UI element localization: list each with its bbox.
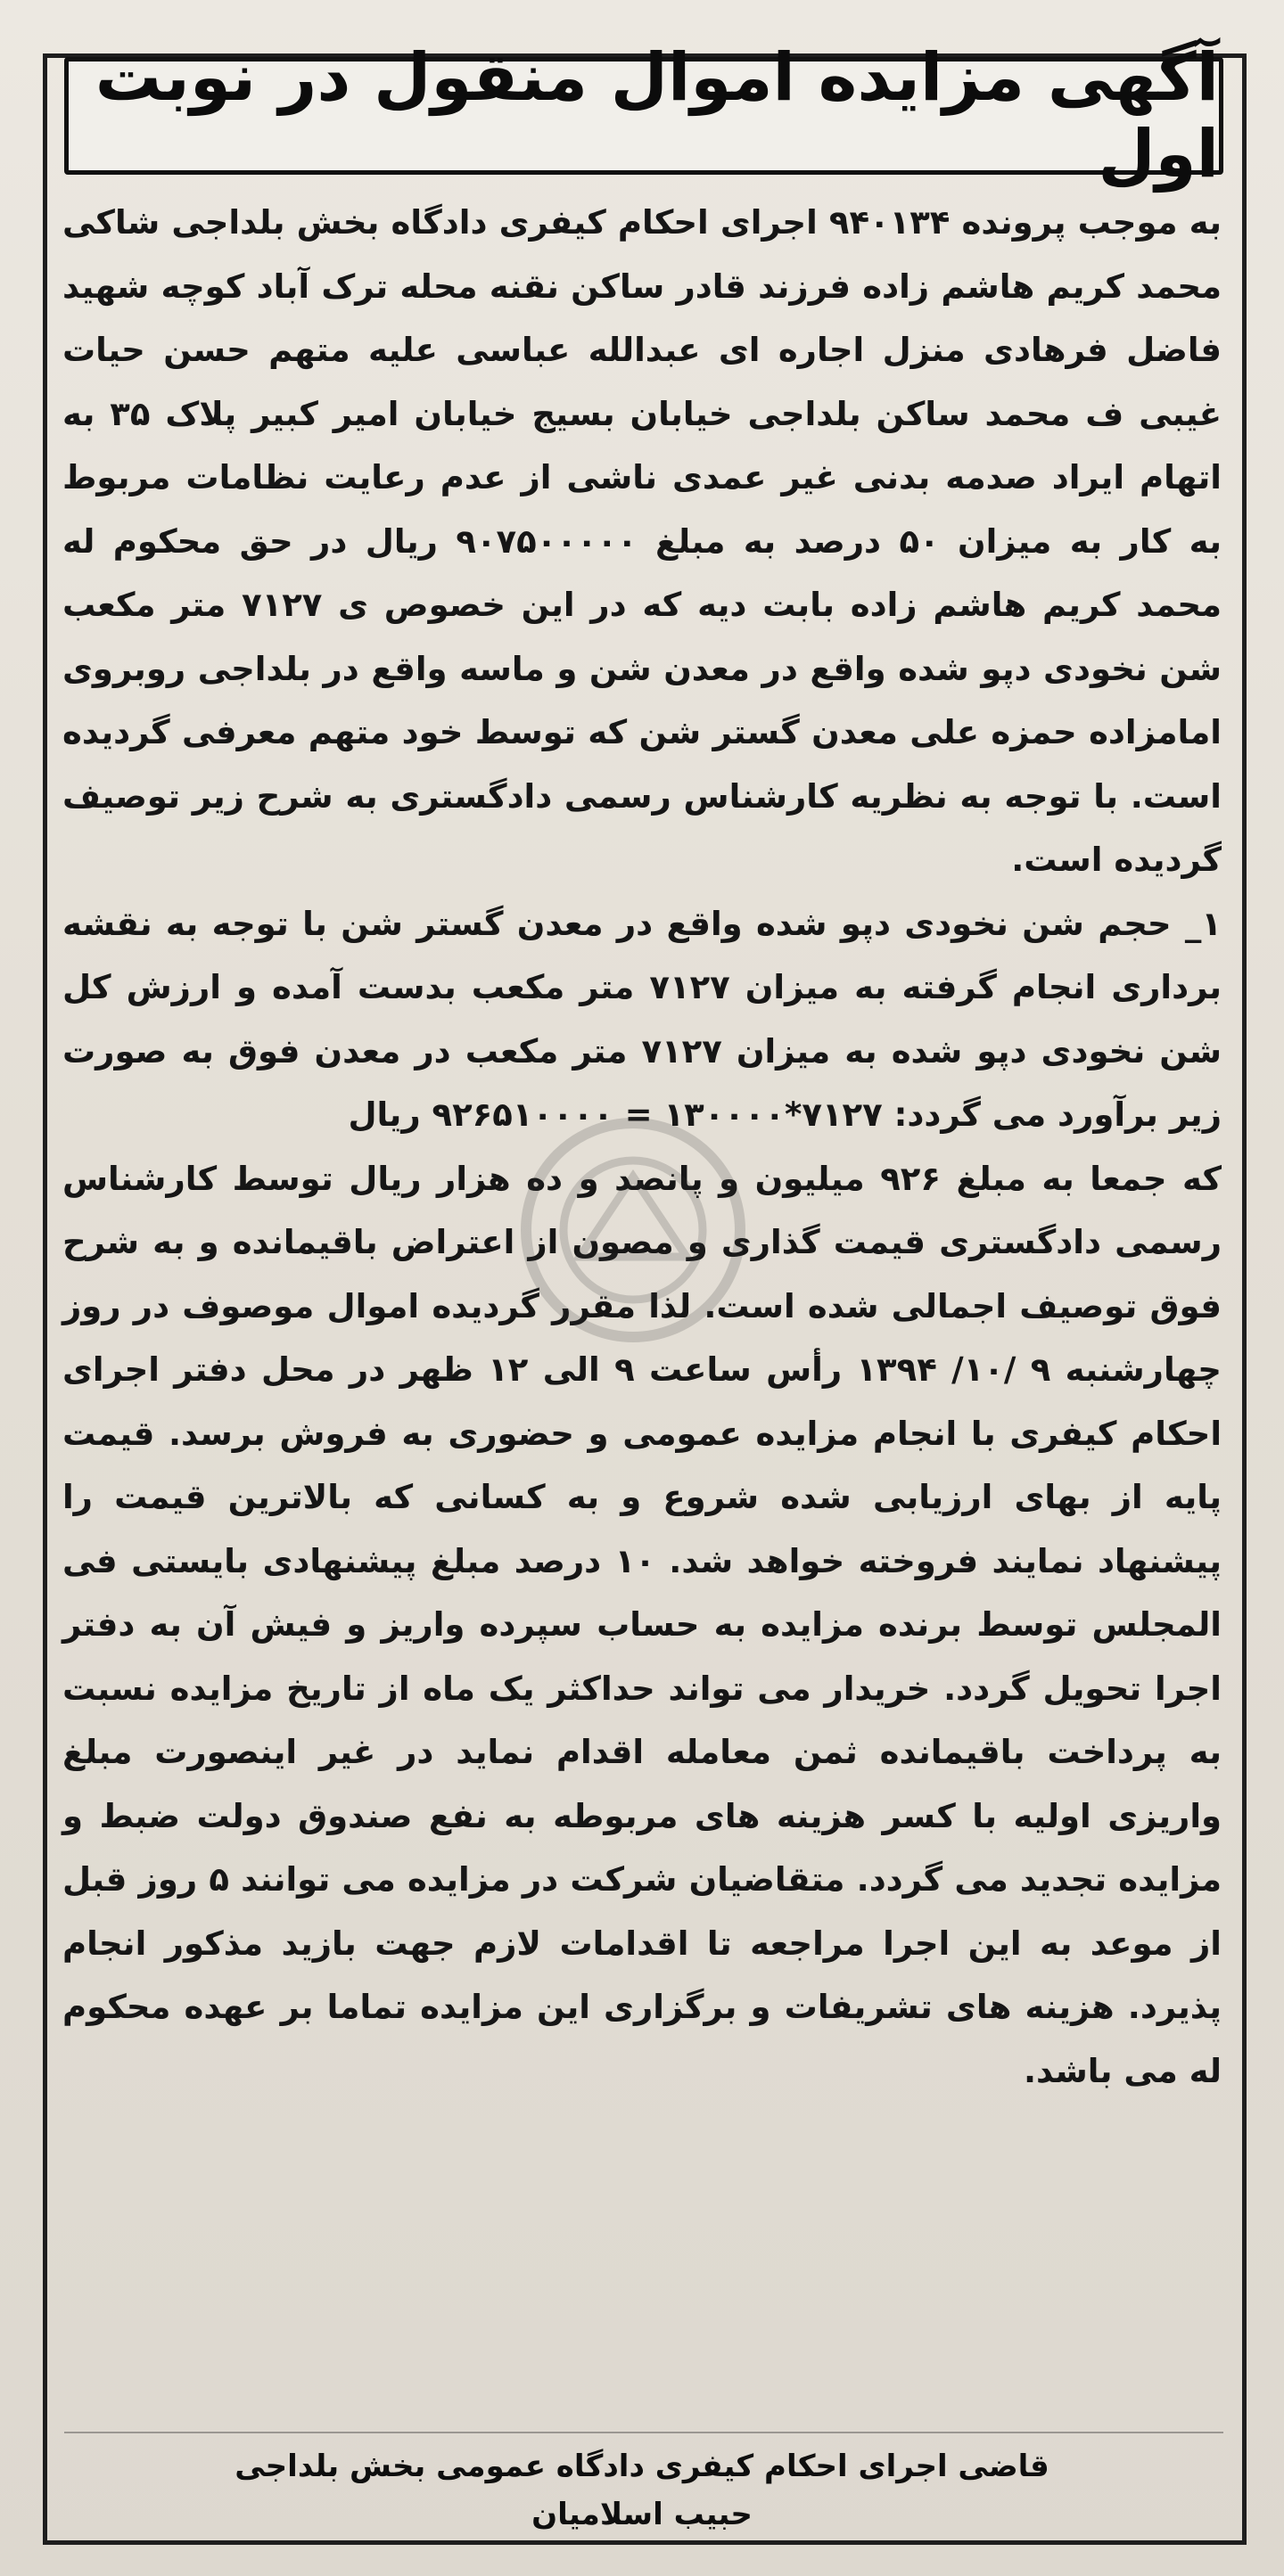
signature-block bbox=[62, 2442, 1222, 2539]
notice-title: آگهی مزایده اموال منقول در نوبت اول bbox=[95, 39, 1219, 193]
signature-divider bbox=[64, 2432, 1223, 2433]
watermark-logo-icon bbox=[499, 1096, 767, 1364]
paragraph-auction-terms: که جمعا به مبلغ ۹۲۶ میلیون و پانصد و ده هزار ریال توسط کارشناس رسمی دادگستری قیمت گذاری و مصون از اعتراض باقیمانده و به شرح فوق توصیف اجمالی شده است. لذا مقرر گردیده اموال موصوف در روز چهارشنبه ۹ /۱۰/ ۱۳۹۴ رأس ساعت ۹ الی ۱۲ ظهر در محل دفتر اجرای احکام کیفری با انجام مزایده عمومی و حضوری به فروش برسد. قیمت پایه از بهای ارزیابی شده شروع و به کسانی که بالاترین قیمت را پیشنهاد نمایند فروخته خواهد شد. ۱۰ درصد مبلغ پیشنهادی بایستی فی المجلس توسط برنده مزایده به حساب سپرده واریز و فیش آن به دفتر اجرا تحویل گردد. خریدار می تواند حداکثر یک ماه از تاریخ مزایده نسبت به پرداخت باقیمانده ثمن معامله اقدام نماید در غیر اینصورت مبلغ واریزی اولیه با کسر هزینه های مربوطه به نفع صندوق دولت ضبط و مزایده تجدید می گردد. متقاضیان شرکت در مزایده می توانند ۵ روز قبل از موعد به این اجرا مراجعه تا اقدامات لازم جهت بازید مذکور انجام پذیرد. هزینه های تشریفات و برگزاری این مزایده تماما بر عهده محکوم له می باشد. bbox=[62, 1159, 1222, 2090]
signature-title: قاضی اجرای احکام کیفری دادگاه عمومی بخش بلداجی bbox=[235, 2449, 1049, 2484]
signature-name: حبیب اسلامیان bbox=[531, 2497, 753, 2532]
paragraph-case-details: به موجب پرونده ۹۴۰۱۳۴ اجرای احکام کیفری دادگاه بخش بلداجی شاکی محمد کریم هاشم زاده فرزند قادر ساکن نقنه محله ترک آباد کوچه شهید فاضل فرهادی منزل اجاره ای عبدالله عباسی علیه متهم حسن حیات غیبی ف محمد ساکن بلداجی خیابان بسیج خیابان امیر کبیر پلاک ۳۵ به اتهام ایراد صدمه بدنی غیر عمدی ناشی از عدم رعایت نظامات مربوط به کار به میزان ۵۰ درصد به مبلغ ۹۰۷۵۰۰۰۰۰ ریال در حق محکوم له محمد کریم هاشم زاده بابت دیه که در این خصوص ی ۷۱۲۷ متر مکعب شن نخودی دپو شده واقع در معدن شن و ماسه واقع در بلداجی روبروی امامزاده حمزه علی معدن گستر شن که توسط خود متهم معرفی گردیده است. با توجه به نظریه کارشناس رسمی دادگستری به شرح زیر توصیف گردیده است. bbox=[62, 203, 1222, 879]
paragraph-valuation: ۱_ حجم شن نخودی دپو شده واقع در معدن گستر شن با توجه به نقشه برداری انجام گرفته به میزان ۷۱۲۷ متر مکعب بدست آمده و ارزش کل شن نخودی دپو شده به میزان ۷۱۲۷ متر مکعب در معدن فوق به صورت زیر برآورد می گردد: ۷۱۲۷*۱۳۰۰۰۰ = ۹۲۶۵۱۰۰۰۰ ریال bbox=[62, 904, 1222, 1134]
notice-title-box bbox=[64, 39, 1223, 193]
